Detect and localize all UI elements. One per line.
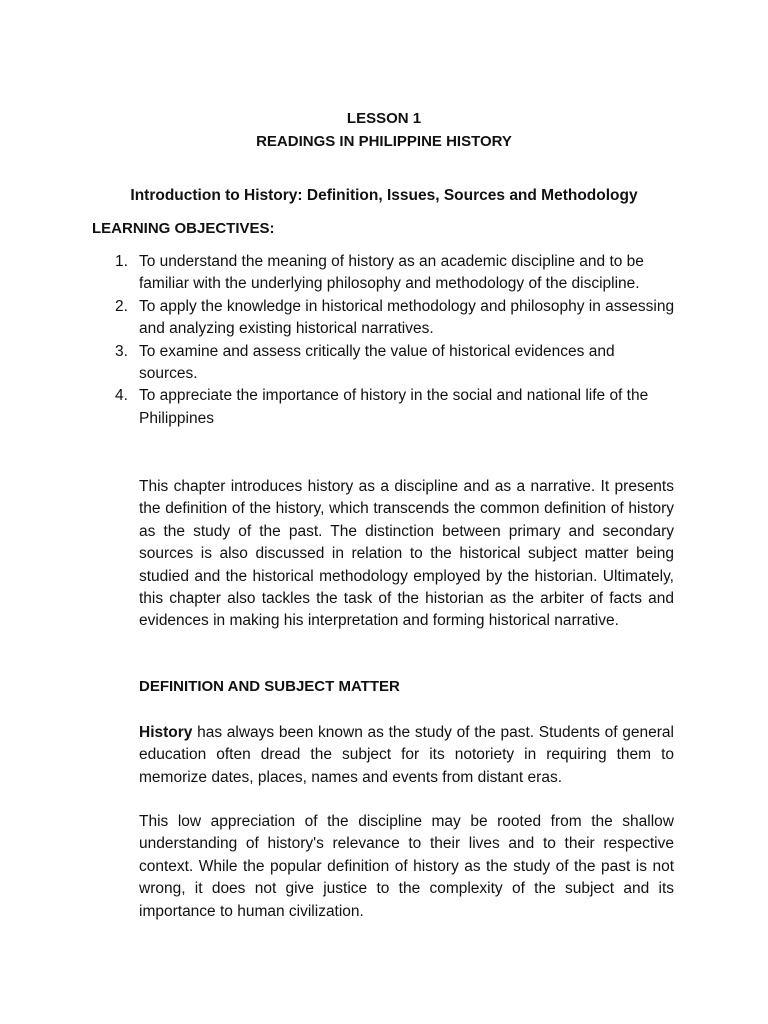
lesson-number: LESSON 1 <box>346 110 422 127</box>
chapter-title: Introduction to History: Definition, Issues, Sources and Methodology <box>130 187 638 204</box>
history-term: History <box>139 724 193 741</box>
objective-text: To understand the meaning of history as an academic discipline and to be familiar with the underlying philosophy and methodology of the discipline. <box>139 253 644 293</box>
course-title: READINGS IN PHILIPPINE HISTORY <box>256 133 512 150</box>
objective-number: 4. <box>115 387 128 405</box>
objectives-list <box>92 251 676 430</box>
objective-item <box>92 296 676 341</box>
objective-item <box>92 385 676 430</box>
objective-item <box>92 251 676 296</box>
section-heading: DEFINITION AND SUBJECT MATTER <box>139 678 400 695</box>
objective-number: 3. <box>115 342 128 360</box>
appreciation-paragraph: This low appreciation of the discipline may be rooted from the shallow understanding of history's relevance to their lives and to their respective context. While the popular definition of history as the study of the past is not wrong, it does not give justice to the complexity of the subject and its importance to human civilization. <box>139 813 674 920</box>
definition-text: has always been known as the study of the past. Students of general education often dread the subject for its notoriety in requiring them to memorize dates, places, names and events from distant eras. <box>139 724 674 786</box>
objective-text: To examine and assess critically the value of historical evidences and sources. <box>139 342 615 383</box>
objective-number: 1. <box>115 253 128 270</box>
objective-number: 2. <box>115 297 128 315</box>
objectives-heading: LEARNING OBJECTIVES: <box>92 220 275 237</box>
definition-paragraph <box>139 722 674 789</box>
objective-item <box>92 341 676 386</box>
objective-text: To apply the knowledge in historical methodology and philosophy in assessing and analyzing existing historical narratives. <box>139 297 675 338</box>
objective-text: To appreciate the importance of history in the social and national life of the Philippines <box>139 387 649 427</box>
intro-paragraph: This chapter introduces history as a discipline and as a narrative. It presents the definition of the history, which transcends the common definition of history as the study of the past. The distinction between primary and secondary sources is also discussed in relation to the historical subject matter being studied and the historical methodology employed by the historian. Ultimately, this chapter also tackles the task of the historian as the arbiter of facts and evidences in making his interpretation and forming historical narrative. <box>139 478 674 630</box>
